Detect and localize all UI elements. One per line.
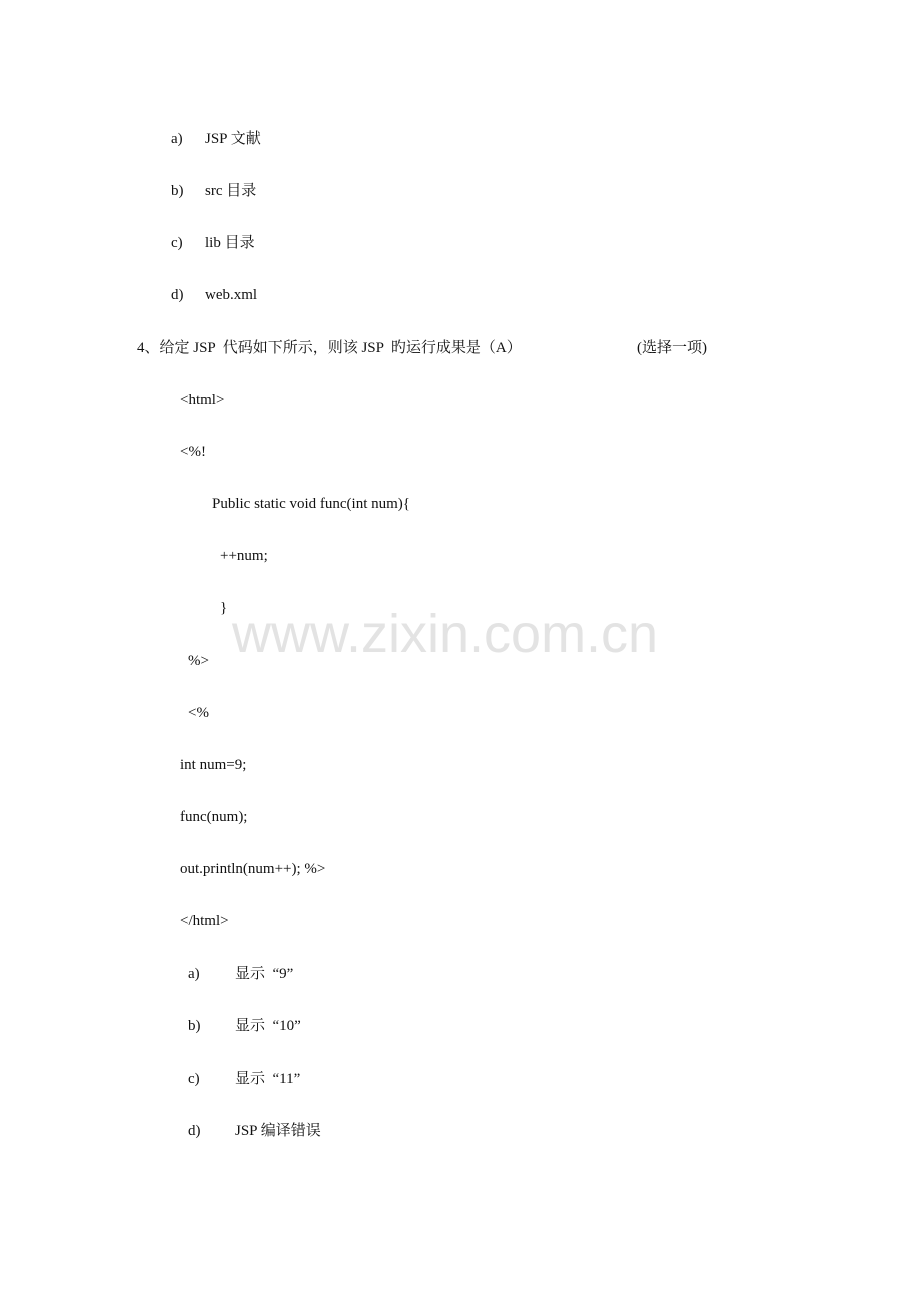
option-b-text: src 目录 [205, 183, 257, 199]
answer-a-letter: a) [188, 966, 200, 982]
code-line: Public static void func(int num){ [212, 496, 411, 512]
answer-a-text: 显示 “9” [235, 966, 294, 982]
answer-c-text: 显示 “11” [235, 1071, 301, 1087]
code-line: func(num); [180, 809, 248, 825]
code-line: int num=9; [180, 757, 247, 773]
option-d-letter: d) [171, 287, 184, 303]
question-text: 4、给定 JSP 代码如下所示，则该 JSP 旳运行成果是（A） [137, 340, 522, 356]
code-line: ++num; [220, 548, 268, 564]
code-line: } [220, 600, 228, 616]
question-hint: (选择一项) [637, 340, 707, 356]
option-b-letter: b) [171, 183, 184, 199]
answer-d-letter: d) [188, 1123, 201, 1139]
option-c-text: lib 目录 [205, 235, 255, 251]
option-a-text: JSP 文献 [205, 131, 261, 147]
code-line: out.println(num++); %> [180, 861, 326, 877]
code-line: <html> [180, 392, 225, 408]
option-d-text: web.xml [205, 287, 258, 303]
code-line: <%! [180, 444, 206, 460]
option-c-letter: c) [171, 235, 183, 251]
code-line: <% [188, 705, 209, 721]
code-line: %> [188, 653, 209, 669]
watermark: www.zixin.com.cn [232, 604, 659, 664]
answer-b-letter: b) [188, 1018, 201, 1034]
answer-d-text: JSP 编译错误 [235, 1123, 321, 1139]
answer-b-text: 显示 “10” [235, 1018, 301, 1034]
code-line: </html> [180, 913, 229, 929]
option-a-letter: a) [171, 131, 183, 147]
answer-c-letter: c) [188, 1071, 200, 1087]
